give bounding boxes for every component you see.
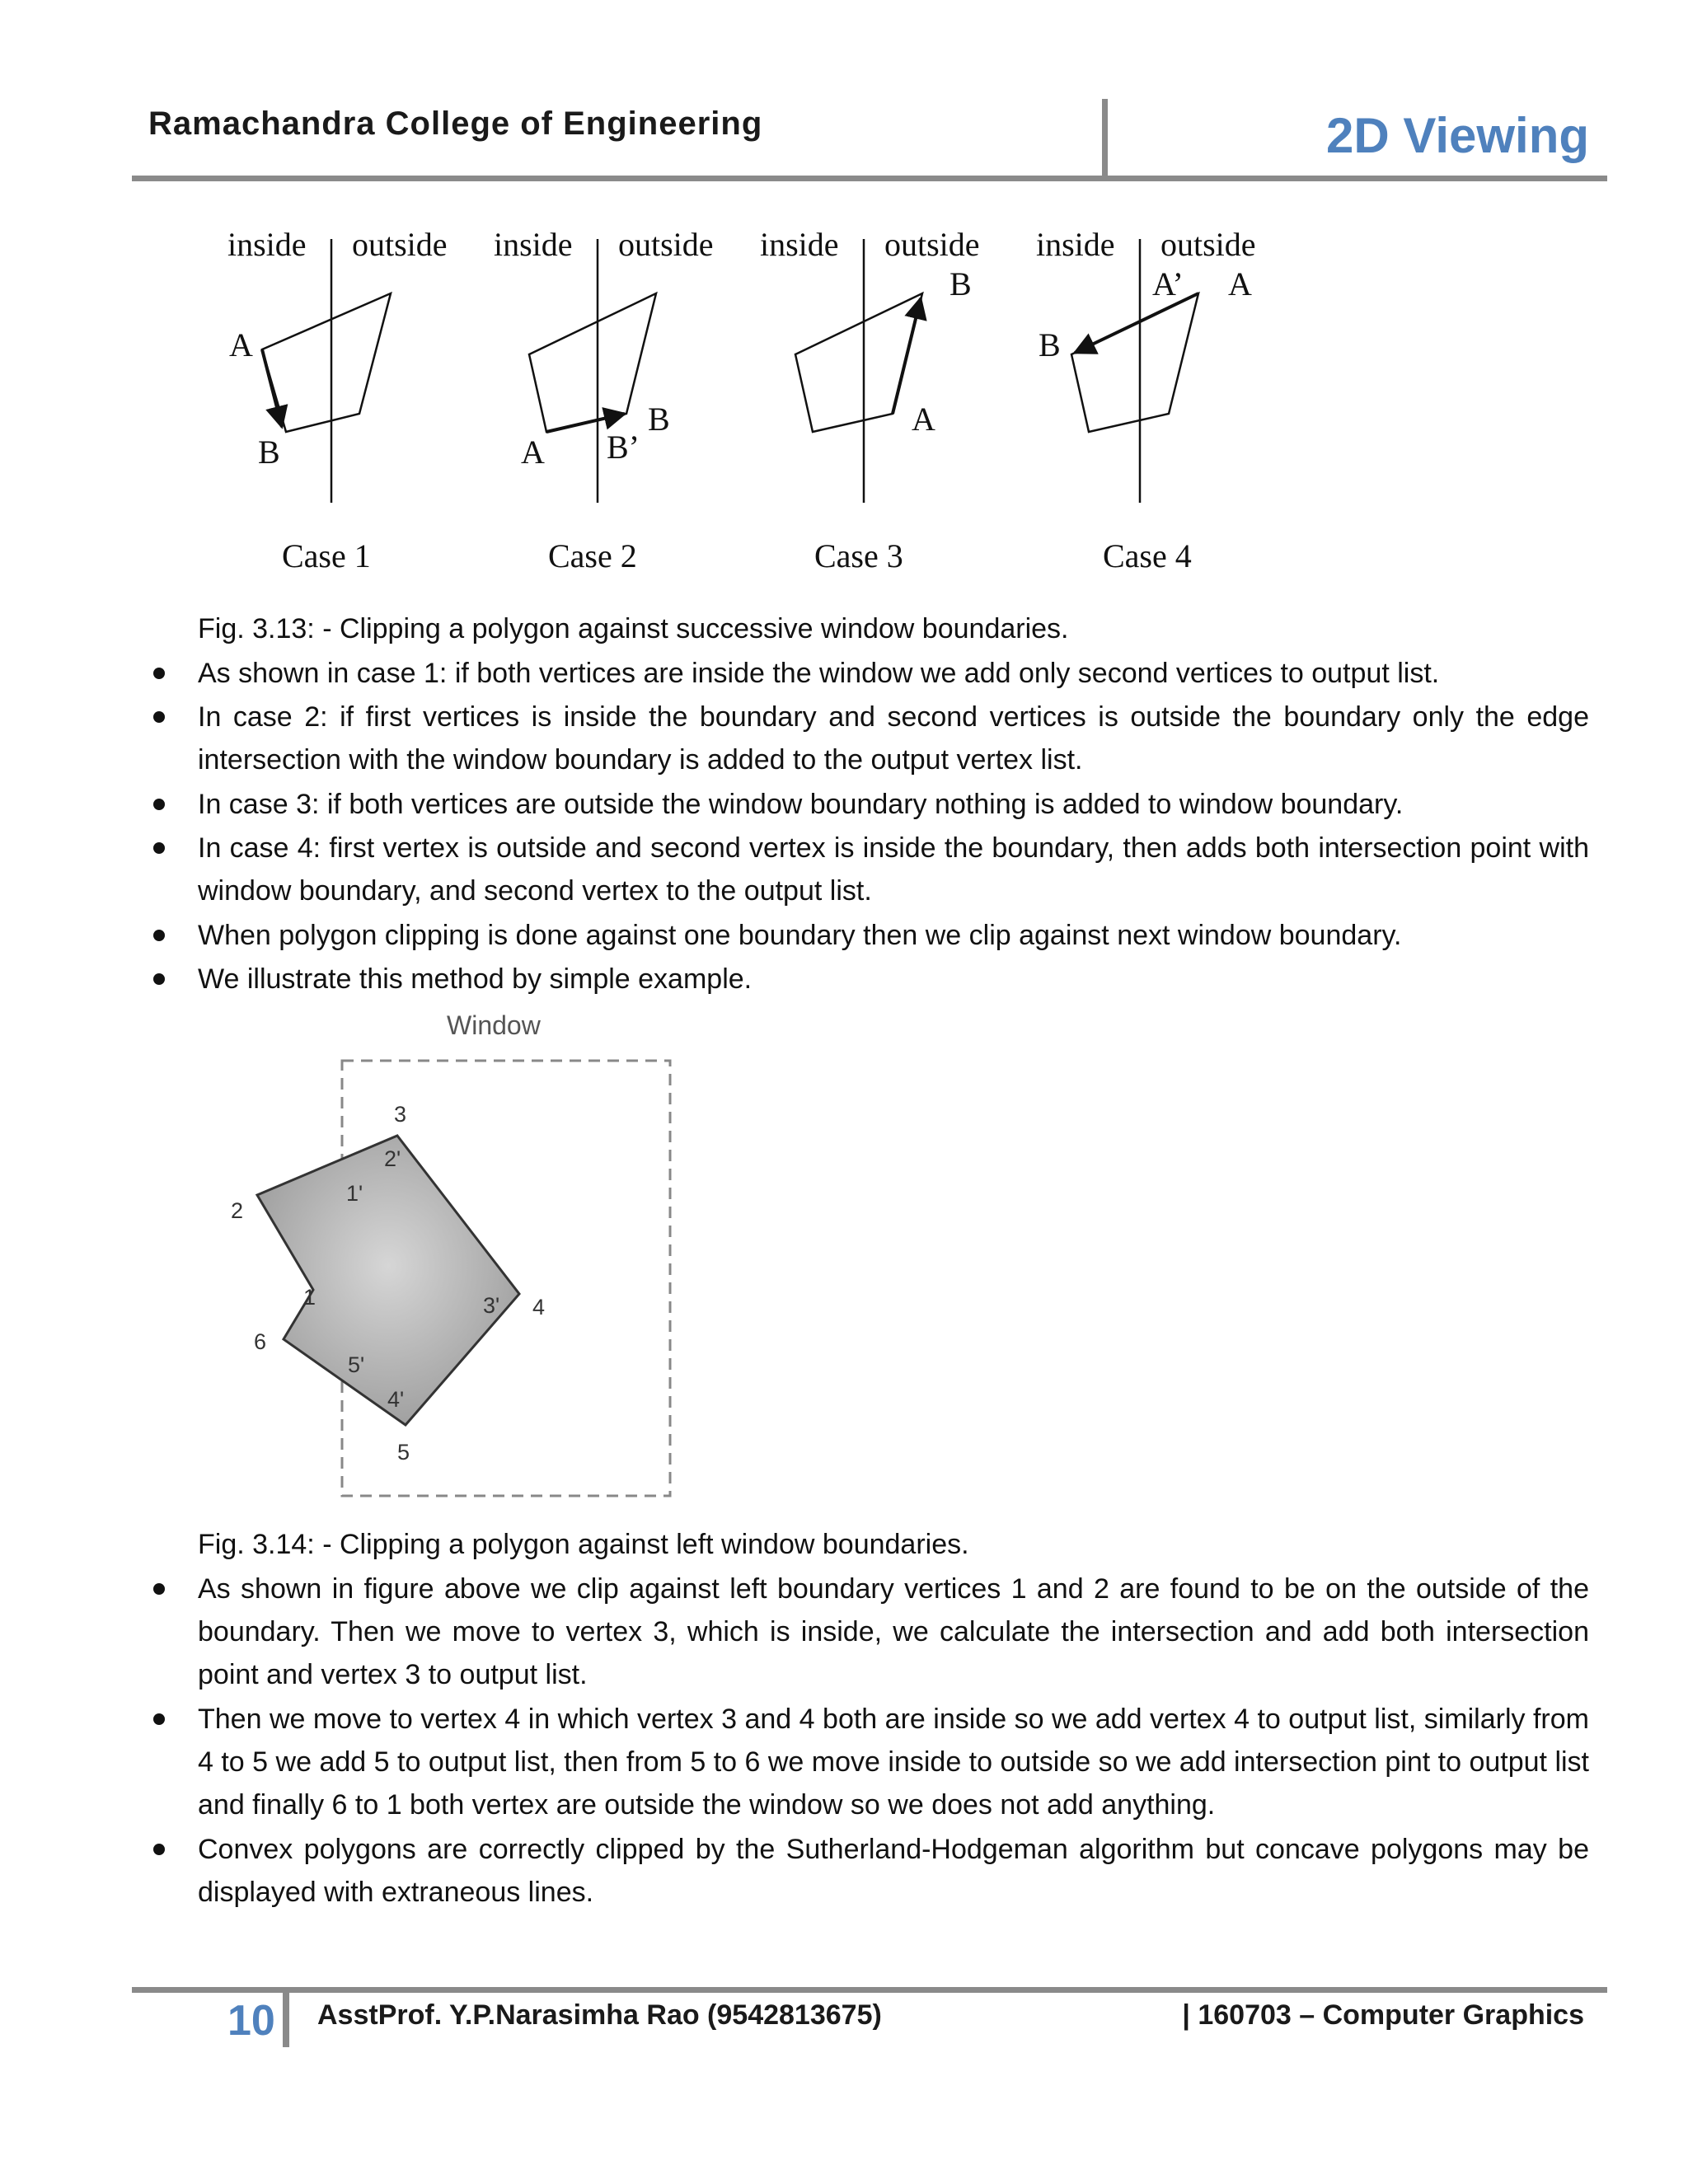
bullet-marker — [153, 842, 165, 854]
bullet-case1: As shown in case 1: if both vertices are inside the window we add only second vertices to output list. — [198, 658, 1440, 689]
vertex-3prime-label: 3' — [483, 1293, 500, 1318]
figure-3-13-caption: Fig. 3.13: - Clipping a polygon against successive window boundaries. — [198, 613, 1069, 644]
header-chapter-title: 2D Viewing — [1326, 108, 1589, 163]
bullet-marker — [153, 711, 165, 723]
page-number: 10 — [227, 1997, 275, 2045]
case4-vertex-a: A — [1228, 265, 1252, 302]
case1-vertex-b: B — [258, 434, 280, 471]
case4-caption: Case 4 — [1103, 537, 1192, 574]
case3-vertex-a: A — [912, 401, 935, 438]
bullet-case2: In case 2: if first vertices is inside the boundary and second vertices is outside the boundary only the edge intersection with the window boundary is added to the output vertex list. — [198, 701, 1589, 776]
case1-vertex-a: A — [229, 326, 253, 363]
bullet-case4: In case 4: first vertex is outside and second vertex is inside the boundary, then adds both intersection point with window boundary, and second vertex to the output list. — [198, 832, 1589, 907]
case1-inside-label: inside — [227, 226, 307, 263]
bullet-marker — [153, 930, 165, 941]
bullet-vertex-4: Then we move to vertex 4 in which vertex 3 and 4 both are inside so we add vertex 4 to output list, similarly from 4 to 5 we add 5 to output list, then from 5 to 6 we move inside to outside so we add intersection pint to output list and finally 6 to 1 both vertex are outside the window so we does not add anything. — [198, 1704, 1589, 1821]
case3-outside-label: outside — [884, 226, 980, 263]
bullet-marker — [153, 1713, 165, 1725]
bullet-marker — [153, 973, 165, 985]
figure-clipping-cases — [190, 214, 1286, 593]
bullet-left-boundary: As shown in figure above we clip against left boundary vertices 1 and 2 are found to be on the outside of the boundary. Then we move to vertex 3, which is inside, we calculate the intersection and add both intersection point and vertex 3 to output list. — [198, 1573, 1589, 1690]
case1-outside-label: outside — [352, 226, 448, 263]
vertex-3-label: 3 — [394, 1102, 407, 1127]
header-rule — [132, 176, 1607, 181]
bullet-marker — [153, 1844, 165, 1855]
case3-vertex-b: B — [950, 265, 972, 302]
vertex-4-label: 4 — [532, 1295, 546, 1319]
bullet-example: We illustrate this method by simple example. — [198, 963, 753, 995]
bullet-marker — [153, 1583, 165, 1595]
case2-vertex-a: A — [521, 434, 545, 471]
case2-inside-label: inside — [494, 226, 573, 263]
vertex-1prime-label: 1' — [346, 1181, 363, 1206]
vertex-5-label: 5 — [397, 1440, 410, 1465]
case2-caption: Case 2 — [548, 537, 637, 574]
header-college-name: Ramachandra College of Engineering — [148, 105, 763, 142]
case3-inside-label: inside — [760, 226, 839, 263]
case4-vertex-b: B — [1039, 326, 1061, 363]
bullet-next-boundary: When polygon clipping is done against one boundary then we clip against next window boundary. — [198, 920, 1402, 951]
figure-3-14-caption: Fig. 3.14: - Clipping a polygon against left window boundaries. — [198, 1529, 969, 1560]
case2-vertex-b: B — [648, 401, 670, 438]
bullet-convex-concave: Convex polygons are correctly clipped by the Sutherland-Hodgeman algorithm but concave polygons may be displayed with extraneous lines. — [198, 1834, 1589, 1908]
bullet-marker — [153, 668, 165, 679]
vertex-5prime-label: 5' — [348, 1352, 365, 1377]
case4-outside-label: outside — [1160, 226, 1256, 263]
vertex-2prime-label: 2' — [384, 1146, 401, 1171]
case2-vertex-b-prime: B’ — [607, 429, 640, 466]
case1-caption: Case 1 — [282, 537, 371, 574]
vertex-2-label: 2 — [231, 1198, 244, 1223]
bullet-case3: In case 3: if both vertices are outside the window boundary nothing is added to window boundary. — [198, 789, 1404, 820]
figure-left-boundary-clip — [214, 1010, 709, 1504]
vertex-4prime-label: 4' — [387, 1387, 405, 1412]
header-divider — [1102, 99, 1108, 178]
footer-course: | 160703 – Computer Graphics — [1182, 1999, 1584, 2031]
window-label: Window — [447, 1010, 541, 1040]
footer-author: AsstProf. Y.P.Narasimha Rao (9542813675) — [317, 1999, 882, 2031]
case2-outside-label: outside — [618, 226, 714, 263]
vertex-1-label: 1 — [303, 1285, 316, 1310]
vertex-6-label: 6 — [254, 1329, 267, 1354]
footer-rule — [132, 1987, 1607, 1993]
bullet-marker — [153, 799, 165, 810]
case4-inside-label: inside — [1036, 226, 1115, 263]
footer-divider — [283, 1990, 289, 2047]
case3-caption: Case 3 — [814, 537, 903, 574]
case4-vertex-a-prime: A’ — [1152, 265, 1184, 302]
